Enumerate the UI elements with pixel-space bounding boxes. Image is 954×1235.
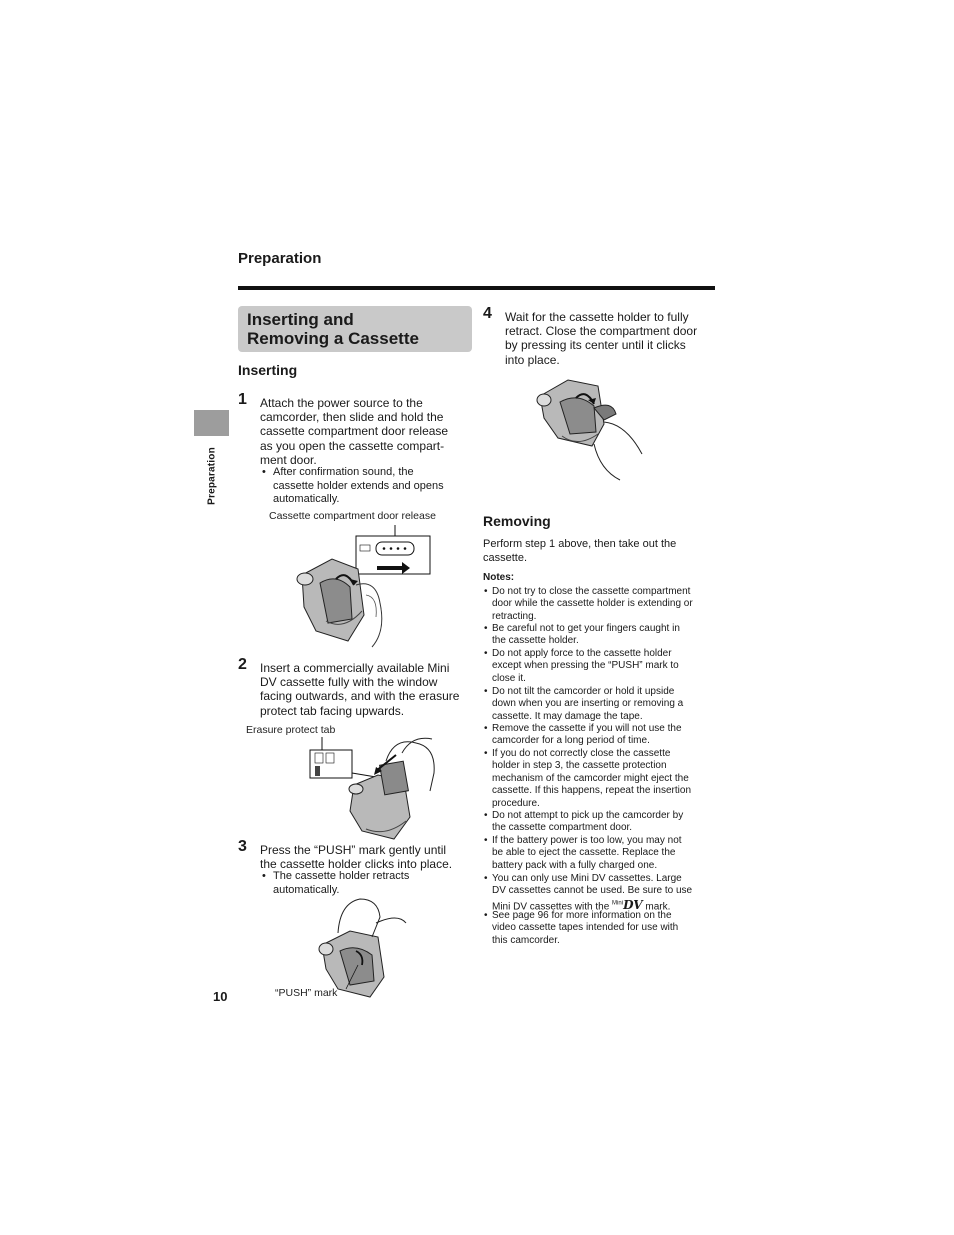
removing-heading: Removing bbox=[483, 513, 551, 529]
note-8: • If the battery power is too low, you may not be able to eject the cassette. Replace the battery pack with a fully charged one. bbox=[484, 835, 682, 871]
header-rule bbox=[238, 286, 715, 290]
camcorder-illustration-step2 bbox=[306, 733, 444, 843]
note-10: • See page 96 for more information on the video cassette tapes intended for use with this camcorder. bbox=[484, 910, 679, 946]
side-tab bbox=[194, 410, 229, 436]
step1-number: 1 bbox=[238, 391, 247, 408]
camcorder-illustration-step1 bbox=[292, 523, 434, 655]
side-label: Preparation bbox=[206, 447, 218, 505]
page-title-line1: Inserting and bbox=[247, 310, 354, 329]
step2-text: Insert a commercially available Mini DV cassette fully with the window facing outwards, and with the erasure protect tab facing upwards. bbox=[260, 661, 460, 718]
page-number: 10 bbox=[213, 989, 228, 1004]
inserting-heading: Inserting bbox=[238, 362, 298, 378]
step1-bullet: • After confirmation sound, the cassette holder extends and opens automatically. bbox=[262, 466, 444, 506]
step2-caption: Erasure protect tab bbox=[246, 724, 336, 736]
step4-number: 4 bbox=[483, 305, 492, 322]
step1-text: Attach the power source to the camcorder, then slide and hold the cassette compartment door release as you open the cassette compart- ment door. bbox=[260, 396, 449, 467]
camcorder-illustration-step4 bbox=[534, 374, 646, 484]
camcorder-illustration-step3 bbox=[318, 893, 410, 1001]
note-5: • Remove the cassette if you will not use the camcorder for a long period of time. bbox=[484, 723, 682, 747]
note-6: • If you do not correctly close the cassette holder in step 3, the cassette protection mechanism of the camcorder might eject the cassette. If this happens, repeat the insertion procedure. bbox=[484, 748, 692, 809]
notes-label: Notes: bbox=[483, 572, 515, 583]
step1-caption: Cassette compartment door release bbox=[269, 510, 436, 522]
step4-text: Wait for the cassette holder to fully retract. Close the compartment door by pressing its center until it clicks into place. bbox=[505, 310, 698, 367]
minidv-logo-icon: $^{Mini}$DV bbox=[612, 898, 643, 913]
step3-text: Press the “PUSH” mark gently until the cassette holder clicks into place. bbox=[260, 843, 453, 872]
step3-caption: “PUSH” mark bbox=[275, 987, 338, 999]
note-1: • Do not try to close the cassette compartment door while the cassette holder is extending or retracting. bbox=[484, 586, 693, 622]
note-4: • Do not tilt the camcorder or hold it upside down when you are inserting or removing a cassette. It may damage the tape. bbox=[484, 686, 684, 722]
page-title-line2: Removing a Cassette bbox=[247, 329, 419, 348]
step3-number: 3 bbox=[238, 838, 247, 855]
step2-number: 2 bbox=[238, 656, 247, 673]
note-2: • Be careful not to get your fingers caught in the cassette holder. bbox=[484, 623, 680, 647]
note-7: • Do not attempt to pick up the camcorder by the cassette compartment door. bbox=[484, 810, 684, 834]
note-3: • Do not apply force to the cassette holder except when pressing the “PUSH” mark to close it. bbox=[484, 648, 679, 684]
removing-text: Perform step 1 above, then take out the cassette. bbox=[483, 538, 677, 564]
step3-bullet: • The cassette holder retracts automatically. bbox=[262, 870, 410, 896]
section-header: Preparation bbox=[238, 250, 322, 267]
note-9: • You can only use Mini DV cassettes. Large DV cassettes cannot be used. Be sure to use Mini DV cassettes with the $^{Mini}$DV mark. bbox=[484, 873, 693, 913]
